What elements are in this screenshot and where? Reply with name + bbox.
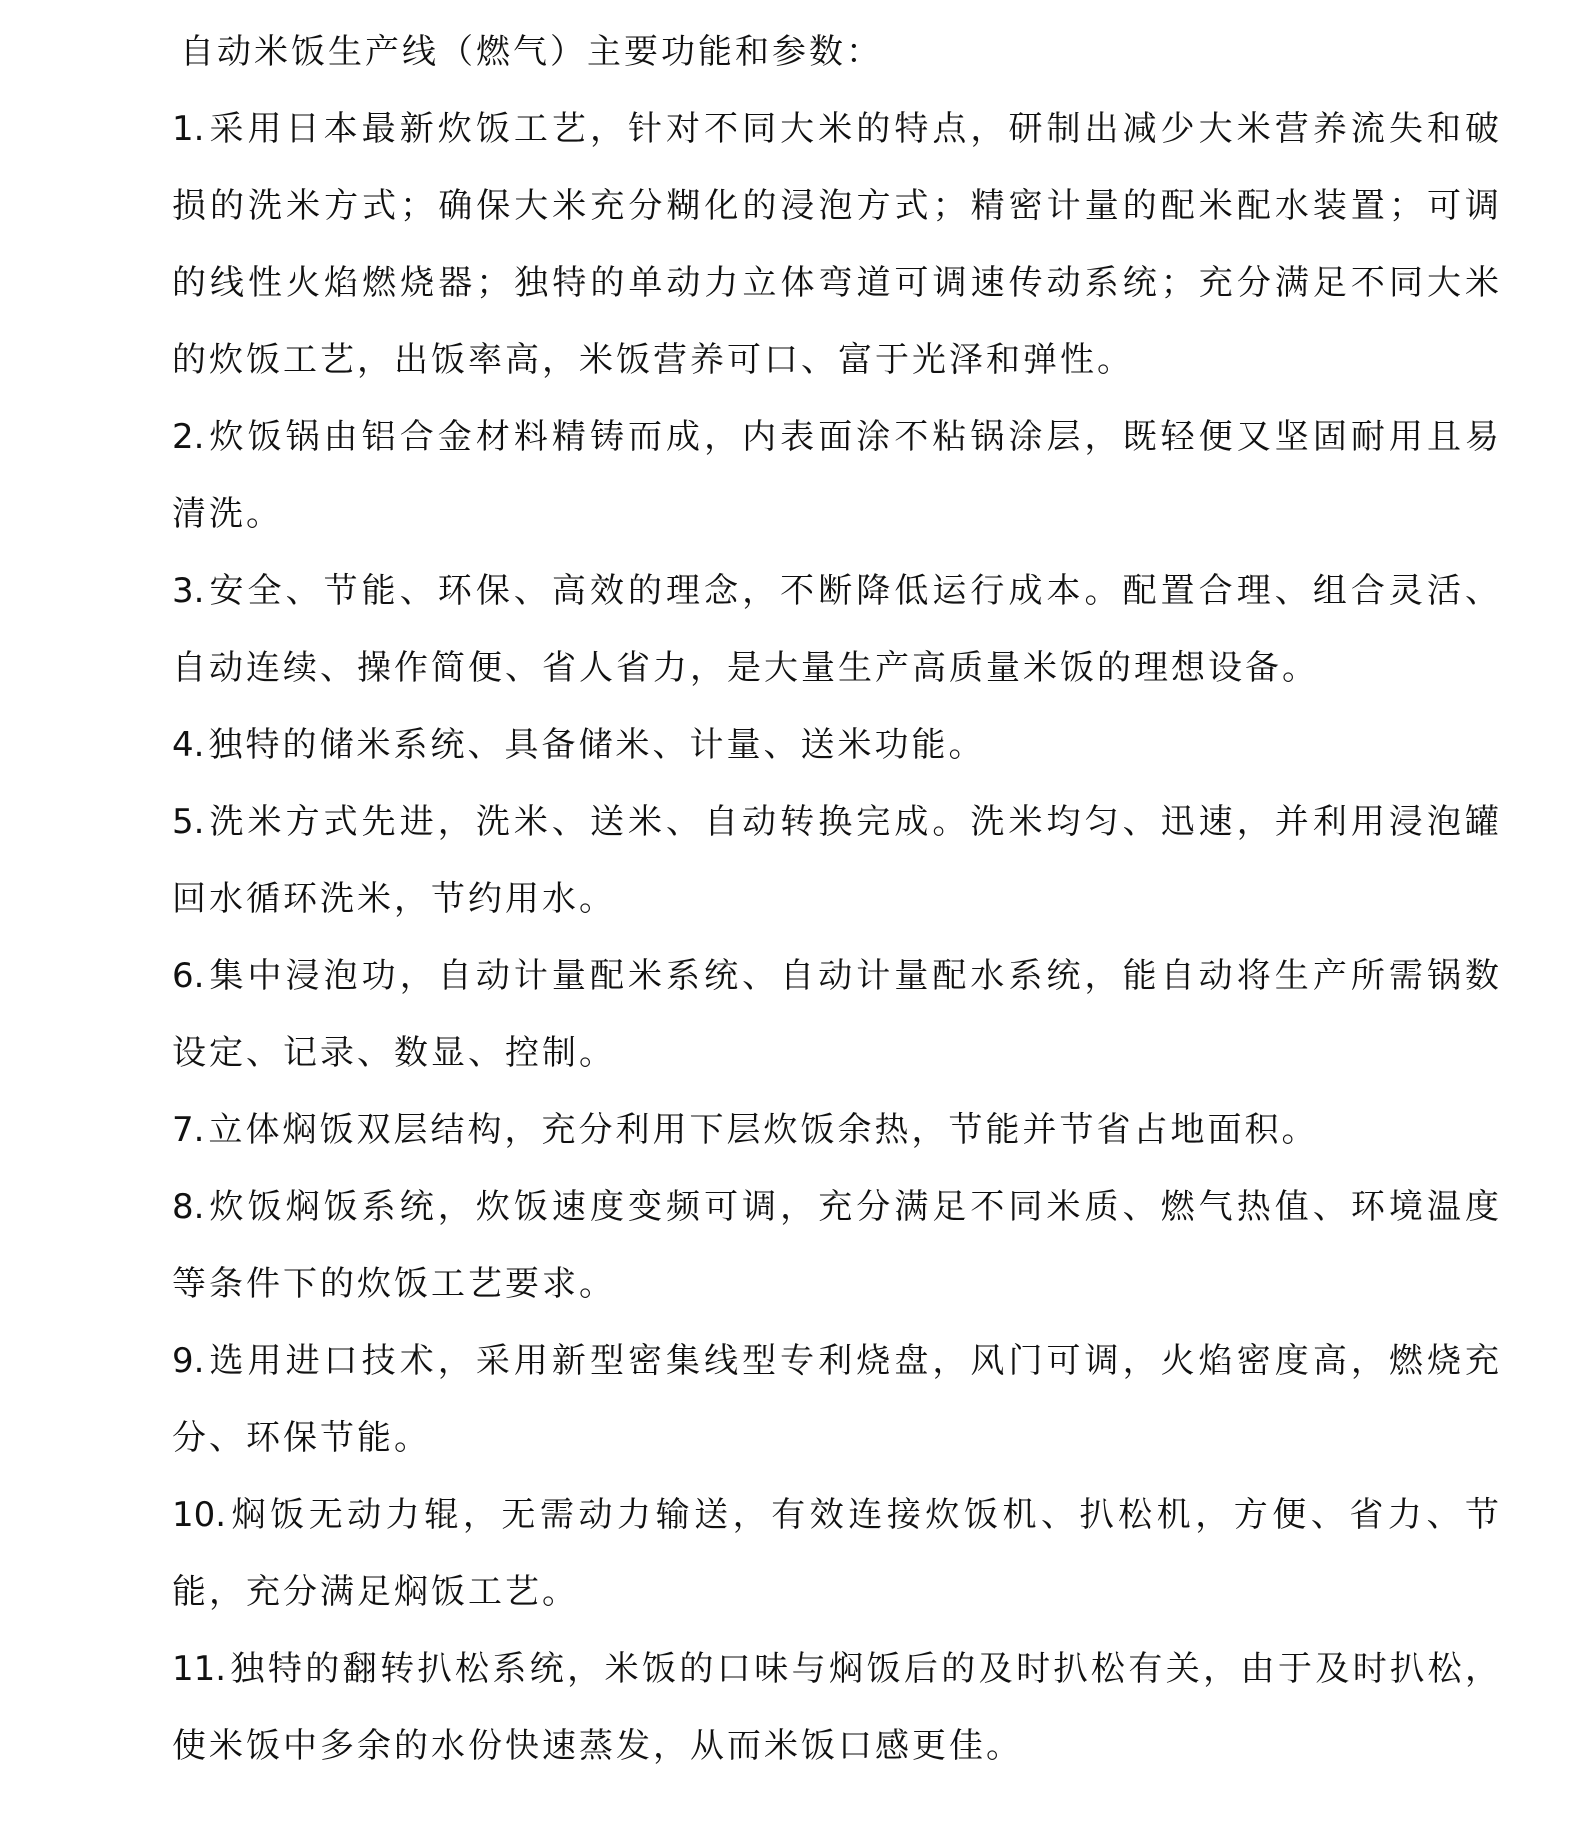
item-number: 10. xyxy=(172,1495,227,1535)
list-item xyxy=(172,1323,1502,1477)
list-item xyxy=(172,399,1502,553)
item-text: 洗米方式先进，洗米、送米、自动转换完成。洗米均匀、迅速，并利用浸泡罐回水循环洗米，节约用水。 xyxy=(172,802,1502,919)
list-item xyxy=(172,784,1502,938)
list-item xyxy=(172,1169,1502,1323)
item-text: 选用进口技术，采用新型密集线型专利烧盘，风门可调，火焰密度高，燃烧充分、环保节能。 xyxy=(172,1341,1502,1458)
list-item xyxy=(172,553,1502,707)
item-text: 独特的储米系统、具备储米、计量、送米功能。 xyxy=(208,725,986,765)
document-title: 自动米饭生产线（燃气）主要功能和参数： xyxy=(180,32,883,72)
item-number: 8. xyxy=(172,1187,205,1227)
list-item xyxy=(172,1092,1502,1169)
item-text: 炊饭锅由铝合金材料精铸而成，内表面涂不粘锅涂层，既轻便又坚固耐用且易清洗。 xyxy=(172,417,1502,534)
list-item xyxy=(172,91,1502,399)
item-number: 9. xyxy=(172,1341,205,1381)
item-number: 3. xyxy=(172,571,205,611)
item-text: 焖饭无动力辊，无需动力输送，有效连接炊饭机、扒松机，方便、省力、节能，充分满足焖饭工艺。 xyxy=(172,1495,1502,1612)
item-text: 立体焖饭双层结构，充分利用下层炊饭余热，节能并节省占地面积。 xyxy=(208,1110,1319,1150)
list-item xyxy=(172,707,1502,784)
list-item xyxy=(172,1477,1502,1631)
item-text: 集中浸泡功，自动计量配米系统、自动计量配水系统，能自动将生产所需锅数设定、记录、数显、控制。 xyxy=(172,956,1502,1073)
item-number: 11. xyxy=(172,1649,227,1689)
item-number: 4. xyxy=(172,725,205,765)
item-text: 安全、节能、环保、高效的理念，不断降低运行成本。配置合理、组合灵活、自动连续、操作简便、省人省力，是大量生产高质量米饭的理想设备。 xyxy=(172,571,1502,688)
item-text: 炊饭焖饭系统，炊饭速度变频可调，充分满足不同米质、燃气热值、环境温度等条件下的炊饭工艺要求。 xyxy=(172,1187,1502,1304)
list-item xyxy=(172,938,1502,1092)
item-number: 6. xyxy=(172,956,205,996)
item-number: 2. xyxy=(172,417,205,457)
document xyxy=(172,14,1502,1785)
item-number: 1. xyxy=(172,109,205,149)
item-text: 采用日本最新炊饭工艺，针对不同大米的特点，研制出减少大米营养流失和破损的洗米方式；确保大米充分糊化的浸泡方式；精密计量的配米配水装置；可调的线性火焰燃烧器；独特的单动力立体弯道可调速传动系统；充分满足不同大米的炊饭工艺，出饭率高，米饭营养可口、富于光泽和弹性。 xyxy=(172,109,1502,380)
item-number: 5. xyxy=(172,802,205,842)
list-item xyxy=(172,1631,1502,1785)
item-number: 7. xyxy=(172,1110,205,1150)
item-text: 独特的翻转扒松系统，米饭的口味与焖饭后的及时扒松有关，由于及时扒松，使米饭中多余的水份快速蒸发，从而米饭口感更佳。 xyxy=(172,1649,1502,1766)
